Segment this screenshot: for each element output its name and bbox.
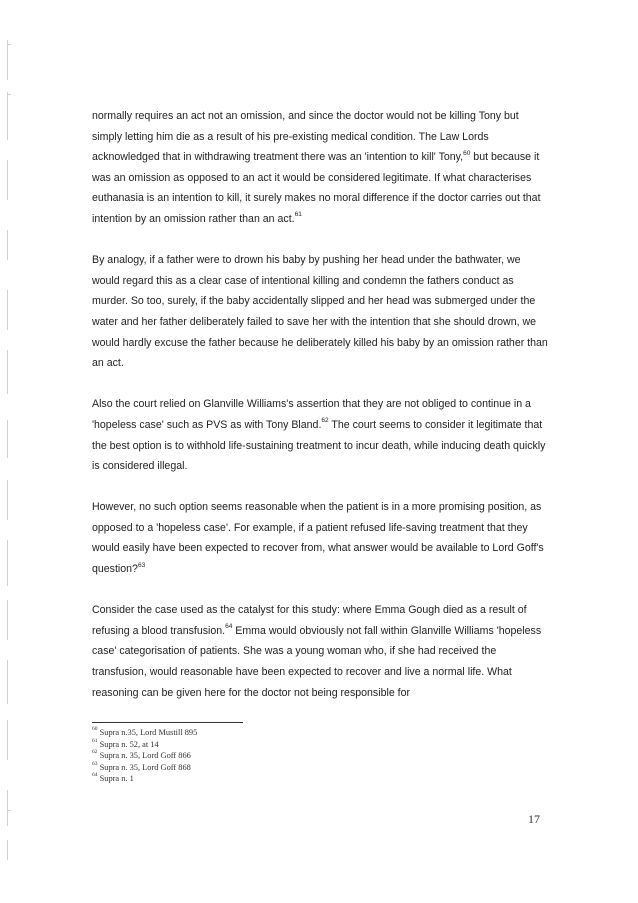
paragraph-text: Consider the case used as the catalyst for this study: where Emma Gough died as a result of refusing a blood transfusion. <box>92 604 527 637</box>
footnote-number: 64 <box>92 772 98 779</box>
body-text <box>92 106 550 703</box>
footnote <box>92 750 392 762</box>
scan-mark <box>7 660 8 704</box>
scan-mark <box>7 840 8 860</box>
paragraph-text: but because it was an omission as opposed to an act it would be considered legitimate. If what characterises euthanasia is an intention to kill, it surely makes no moral difference if the doctor carries out that intention by an omission rather than an act. <box>92 151 541 225</box>
paragraph <box>92 600 550 703</box>
scan-mark <box>7 230 8 260</box>
paragraph <box>92 106 550 230</box>
scan-mark <box>7 92 8 140</box>
scan-mark <box>7 44 11 45</box>
footnote-ref: 63 <box>137 561 146 569</box>
footnote-ref: 60 <box>463 149 471 157</box>
footnote-ref: 62 <box>321 417 329 425</box>
footnote <box>92 773 392 785</box>
footnote-text: Supra n. 52, at 14 <box>97 739 159 749</box>
footnote-text: Supra n.35, Lord Mustill 895 <box>97 728 198 737</box>
footnotes <box>92 727 392 785</box>
footnote-ref: 64 <box>225 623 233 631</box>
scan-mark <box>7 40 8 80</box>
footnote-number: 61 <box>92 737 98 744</box>
scan-mark <box>7 290 8 330</box>
paragraph-text: normally requires an act not an omission, and since the doctor would not be killing Tony but simply letting him die as a result of his pre-existing medical condition. The Law Lords acknowledged that in withdrawing treatment there was an 'intention to kill' Tony, <box>92 110 519 164</box>
scan-mark <box>7 600 8 640</box>
scan-mark <box>7 790 8 826</box>
paragraph-text: By analogy, if a father were to drown his baby by pushing her head under the bathwater, we would regard this as a clear case of intentional killing and condemn the fathers conduct as murder. So too, surely, if the baby accidentally slipped and her head was submerged under the water and her father deliberately failed to save her with the intention that she should drown, we would hardly excuse the father because he deliberately killed his baby by an omission rather than an act. <box>92 254 548 370</box>
footnote-text: Supra n. 35, Lord Goff 866 <box>97 751 191 760</box>
paragraph <box>92 497 550 579</box>
footnote <box>92 739 392 751</box>
scan-mark <box>7 160 8 200</box>
paragraph-text: Also the court relied on Glanville Williams's assertion that they are not obliged to continue in a 'hopeless case' such as PVS as with Tony Bland. <box>92 398 531 431</box>
footnote-ref: 61 <box>294 211 302 219</box>
footnote <box>92 762 392 774</box>
page-number: 17 <box>528 812 540 826</box>
footnote-text: Supra n. 35, Lord Goff 868 <box>97 762 191 772</box>
footnote-number: 62 <box>92 749 98 756</box>
paragraph <box>92 250 550 374</box>
scan-mark <box>7 720 8 760</box>
paragraph-text: The court seems to consider it legitimate that the best option is to withhold life-sustaining treatment to incur death, while inducing death quickly is considered illegal. <box>92 418 546 473</box>
footnote-text: Supra n. 1 <box>97 774 134 783</box>
scan-mark <box>7 810 11 811</box>
footnote <box>92 727 392 739</box>
paragraph-text: However, no such option seems reasonable when the patient is in a more promising position, as opposed to a 'hopeless case'. For example, if a patient refused life-saving treatment that they would easily have been expected to recover from, what answer would be available to Lord Goff's question? <box>92 501 544 576</box>
scan-mark <box>7 540 8 586</box>
paragraph-text: Emma would obviously not fall within Glanville Williams 'hopeless case' categorisation of patients. She was a young woman who, if she had received the transfusion, would reasonable have been expected to recover and live a normal life. What reasoning can be given here for the doctor not being responsible for <box>92 624 542 699</box>
scan-mark <box>7 480 8 520</box>
footnote-separator <box>92 722 243 723</box>
scan-mark <box>7 94 11 95</box>
scan-mark <box>7 350 8 394</box>
footnote-number: 60 <box>92 726 98 733</box>
paragraph <box>92 394 550 476</box>
scan-mark <box>7 420 8 458</box>
footnote-number: 63 <box>92 760 98 767</box>
